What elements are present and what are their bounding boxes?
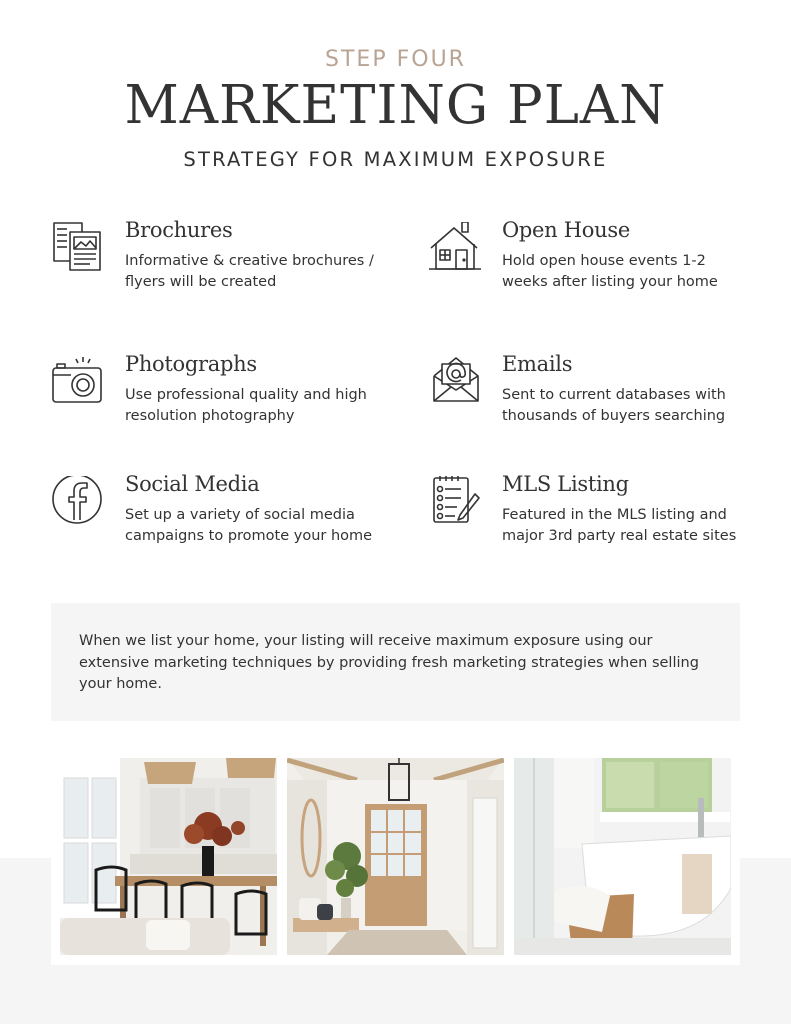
page-title: MARKETING PLAN <box>124 75 667 136</box>
feature-title: Social Media <box>125 472 260 496</box>
feature-title: Open House <box>502 218 630 242</box>
brochure-icon <box>52 222 106 276</box>
feature-description: Informative & creative brochures / flyers will be created <box>125 253 374 290</box>
feature-title: MLS Listing <box>502 472 629 496</box>
feature-description: Featured in the MLS listing and major 3rd party real estate sites <box>502 507 737 544</box>
facebook-icon <box>52 476 106 530</box>
entryway-photo <box>287 758 504 955</box>
page-subtitle: STRATEGY FOR MAXIMUM EXPOSURE <box>183 148 608 171</box>
feature-title: Brochures <box>125 218 233 242</box>
feature-description: Set up a variety of social media campaigns to promote your home <box>125 507 373 544</box>
checklist-icon <box>433 476 487 530</box>
feature-description: Sent to current databases with thousands of buyers searching <box>502 387 726 424</box>
info-panel <box>51 603 740 721</box>
feature-description: Hold open house events 1-2 weeks after listing your home <box>502 253 718 290</box>
step-label: STEP FOUR <box>325 47 466 72</box>
bathroom-photo <box>514 758 731 955</box>
feature-description: Use professional quality and high resolution photography <box>125 387 367 424</box>
dining-room-photo <box>60 758 277 955</box>
feature-title: Photographs <box>125 352 257 376</box>
feature-title: Emails <box>502 352 573 376</box>
info-text: When we list your home, your listing will receive maximum exposure using our extensive marketing techniques by providing fresh marketing strategies when selling your home. <box>79 633 699 692</box>
email-icon <box>433 356 487 410</box>
photo-strip <box>51 749 740 965</box>
camera-icon <box>52 356 106 410</box>
house-icon <box>429 222 483 276</box>
